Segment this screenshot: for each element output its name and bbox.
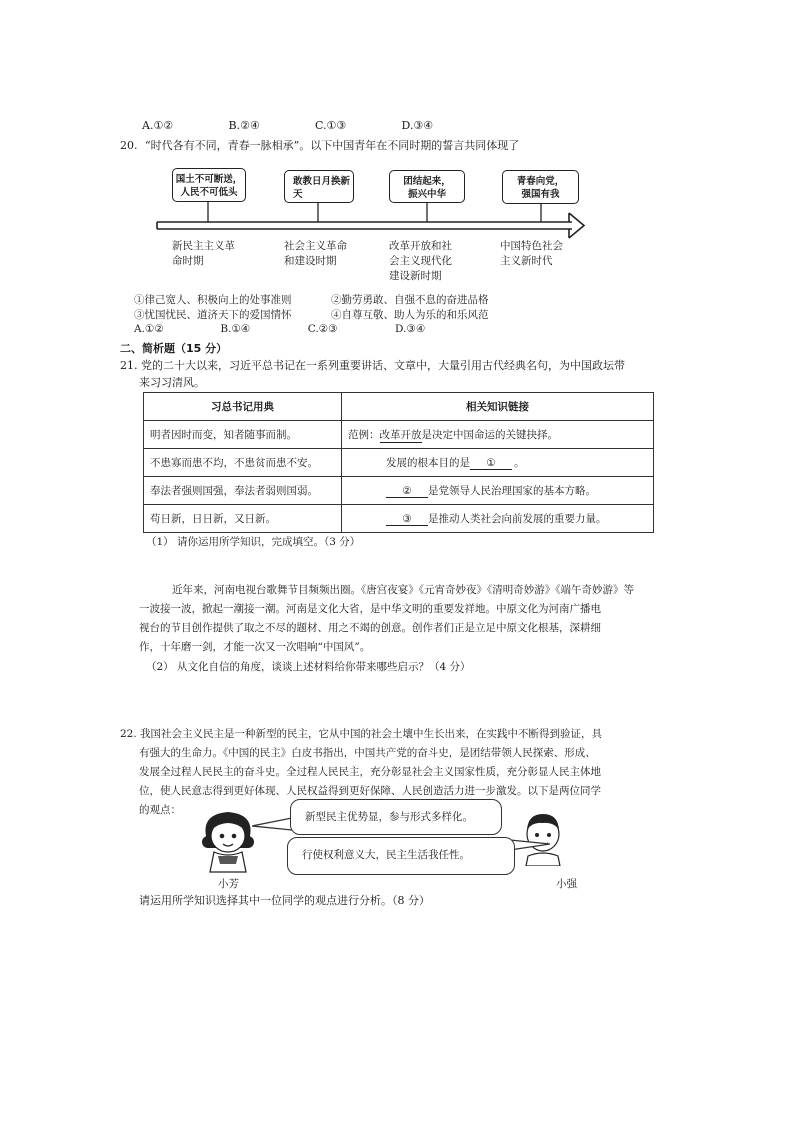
q20-statement-2: ②勤劳勇敢、自强不息的奋进品格 (331, 294, 489, 306)
table-row (144, 421, 654, 449)
section-title: 二、简析题（15 分） (120, 342, 228, 355)
q22-stem: 22. 我国社会主义民主是一种新型的民主，它从中国的社会土壤中生长出来，在实践中不断得到验证，具 有强大的生命力。《中国的民主》白皮书指出，中国共产党的奋斗史，是团结带领人民探索、形成、 发展全过程人民民主的奋斗史。全过程人民民主，充分彰显社会主义国家性质，充分彰显人民主体地 位，使人民意志得到更好体现、人民权益得到更好保障、人民创造活力进一步激发。以下是两位同学 的观点： (120, 728, 603, 816)
table-header-quote: 习总书记用典 (144, 393, 342, 421)
timeline-slogan-1: 国土不可断送， 人民不可低头 (172, 168, 246, 202)
q20-stem: 20. “时代各有不同，青春一脉相承”。以下中国青年在不同时期的誓言共同体现了 (120, 139, 520, 152)
q20-statement-4: ④自尊互敬、助人为乐的和乐风范 (331, 309, 489, 321)
table-row (144, 505, 654, 533)
q21-sub1: （1） 请你运用所学知识，完成填空。（3 分） (146, 536, 361, 548)
q21-sub2: （2） 从文化自信的角度，谈谈上述材料给你带来哪些启示？（4 分） (146, 661, 471, 673)
q22-prompt: 请运用所学知识选择其中一位同学的观点进行分析。（8 分） (139, 894, 430, 907)
timeline-period-2: 社会主义革命 和建设时期 (284, 240, 347, 267)
q21-stem-line2: 来习习清风。 (139, 376, 205, 389)
q19-option-d[interactable]: D.③④ (401, 119, 434, 132)
q20-option-b[interactable]: B.①④ (220, 323, 251, 335)
q20-options (134, 323, 425, 335)
blank-2[interactable]: ② (386, 485, 428, 498)
blank-1[interactable]: ① (470, 457, 512, 470)
q21-material: 近年来，河南电视台歌舞节目频频出圈。《唐宫夜宴》《元宵奇妙夜》《清明奇妙游》《端午奇妙游》等 一波接一波，掀起一潮接一潮。河南是文化大省，是中华文明的重要发祥地。中原文化为河南广播电 视台的节目创作提供了取之不尽的题材、用之不竭的创意。创作者们正是立足中原文化根基，深耕细 作，十年磨一剑，才能一次又一次唱响“中国风”。 (139, 584, 634, 653)
bubble-b-tail (510, 836, 550, 856)
link-cell: ③ 是推动人类社会向前发展的重要力量。 (342, 505, 654, 533)
timeline-slogan-3: 团结起来， 振兴中华 (389, 170, 465, 203)
quote-cell: 苟日新，日日新，又日新。 (144, 505, 342, 533)
quote-cell: 不患寡而患不均，不患贫而患不安。 (144, 449, 342, 477)
link-cell: 发展的根本目的是 ① 。 (342, 449, 654, 477)
timeline-period-4: 中国特色社会 主义新时代 (500, 240, 563, 267)
link-cell: 范例：改革开放是决定中国命运的关键抉择。 (342, 421, 654, 449)
q21-table (143, 392, 654, 533)
timeline-slogan-2: 敢教日月换新 天 (284, 170, 354, 203)
q21-stem-line1: 21. 党的二十大以来，习近平总书记在一系列重要讲话、文章中，大量引用古代经典名句，为中国政坛带 (120, 359, 625, 372)
example-fill: 改革开放 (379, 428, 422, 441)
q19-options (142, 119, 433, 132)
q20-option-d[interactable]: D.③④ (395, 323, 426, 335)
girl-name: 小芳 (218, 878, 239, 890)
q20-statement-3: ③忧国忧民、道济天下的爱国情怀 (134, 309, 292, 321)
speech-bubble-a: 新型民主优势显，参与形式多样化。 (290, 799, 502, 835)
timeline-period-1: 新民主主义革 命时期 (172, 240, 235, 267)
quote-cell: 奉法者强则国强，奉法者弱则国弱。 (144, 477, 342, 505)
table-header-row (144, 393, 654, 421)
quote-cell: 明者因时而变，知者随事而制。 (144, 421, 342, 449)
table-row (144, 449, 654, 477)
q19-option-b[interactable]: B.②④ (228, 119, 260, 132)
speech-bubble-b: 行使权利意义大，民主生活我任性。 (287, 837, 515, 875)
table-header-link: 相关知识链接 (342, 393, 654, 421)
boy-name: 小强 (556, 878, 577, 890)
q20-option-a[interactable]: A.①② (134, 323, 164, 335)
table-row (144, 477, 654, 505)
q20-statement-1: ①律己宽人、积极向上的处事准则 (134, 294, 292, 306)
q19-option-a[interactable]: A.①② (142, 119, 174, 132)
link-cell: ② 是党领导人民治理国家的基本方略。 (342, 477, 654, 505)
girl-illustration (198, 806, 258, 876)
bubble-a-tail (252, 814, 292, 834)
timeline-period-3: 改革开放和社 会主义现代化 建设新时期 (389, 240, 452, 282)
blank-3[interactable]: ③ (386, 513, 428, 526)
q20-option-c[interactable]: C.②③ (307, 323, 338, 335)
timeline-slogan-4: 青春向党， 强国有我 (502, 170, 579, 204)
q19-option-c[interactable]: C.①③ (315, 119, 347, 132)
